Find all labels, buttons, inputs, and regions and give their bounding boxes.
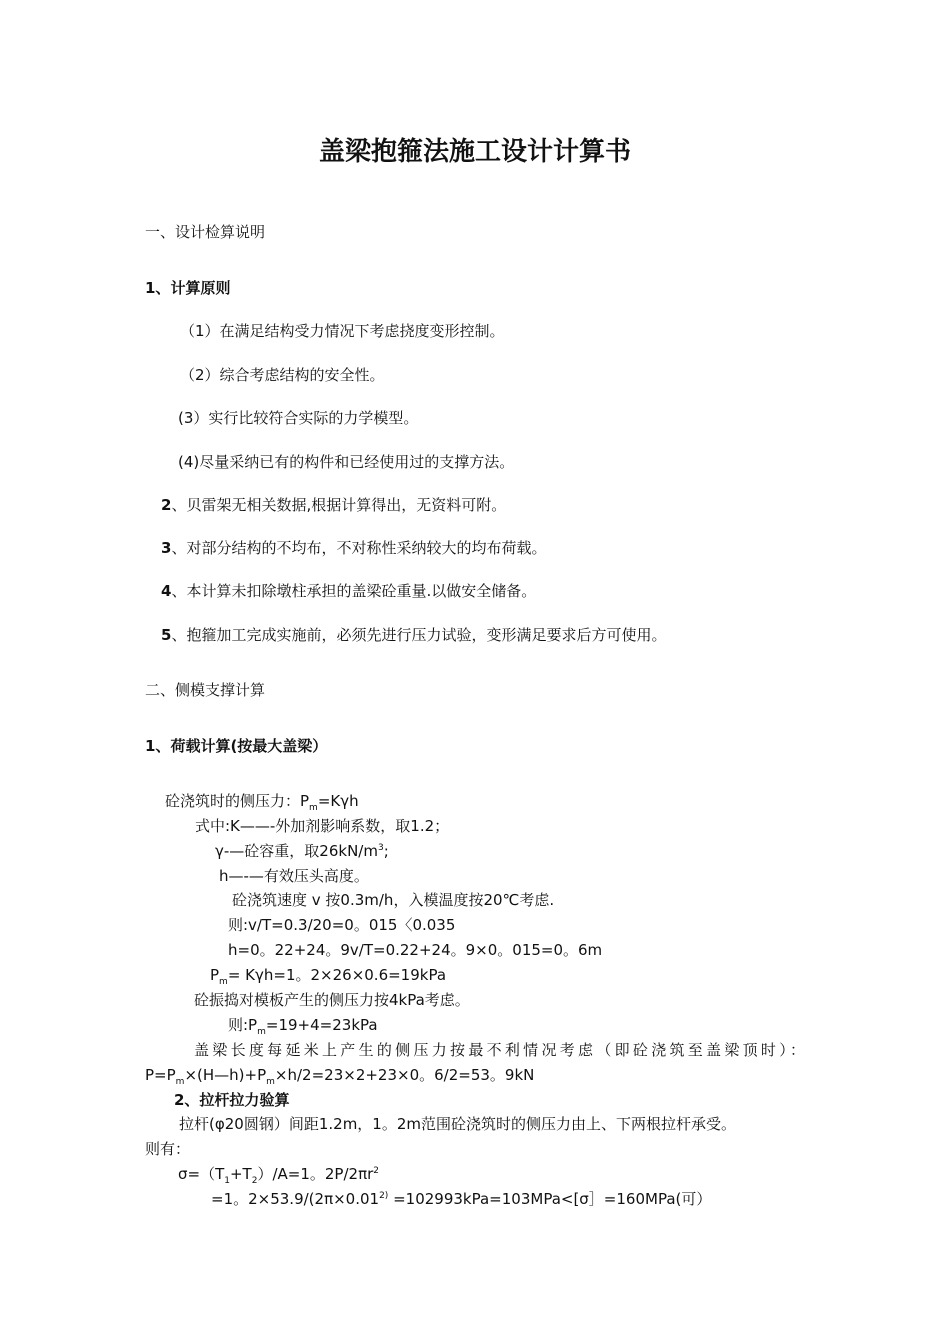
subheading-load-calc — [145, 736, 327, 756]
formula-line: 砼振捣对模板产生的侧压力按4kPa考虑。 — [194, 991, 470, 1009]
formula-line — [145, 1065, 534, 1085]
subheading-number: 1、 — [145, 279, 171, 297]
text-run: 砼浇筑时的侧压力：P — [165, 792, 310, 810]
formula-line — [211, 1189, 711, 1209]
note-number: 2 — [161, 496, 172, 514]
text-run: +T — [229, 1165, 252, 1183]
superscript: 2 — [373, 1166, 379, 1176]
note-item-5 — [161, 625, 666, 645]
text-run: = Kγh=1。2×26×0.6=19kPa — [227, 966, 447, 984]
formula-line — [165, 791, 359, 811]
subheading-calc-principle — [145, 278, 230, 298]
note-text: 、本计算未扣除墩柱承担的盖梁砼重量.以做安全储备。 — [171, 582, 537, 600]
text-run: =1。2×53.9/(2π×0.01 — [211, 1190, 380, 1208]
text-run: γ-—砼容重，取26kN/m — [215, 842, 378, 860]
subheading-number: 1、 — [145, 737, 171, 755]
text-run: σ=（T — [178, 1165, 225, 1183]
paragraph-line: 盖梁长度每延米上产生的侧压力按最不利情况考虑（即砼浇筑至盖梁顶时）： — [194, 1041, 805, 1059]
text-run: =19+4=23kPa — [265, 1016, 378, 1034]
formula-line — [178, 1164, 379, 1184]
note-text: 、对部分结构的不均布，不对称性采纳较大的均布荷载。 — [171, 539, 547, 557]
subscript: m — [266, 1077, 275, 1087]
text-run: P — [210, 966, 220, 984]
note-item-4 — [161, 581, 536, 601]
subscript: m — [175, 1077, 185, 1087]
formula-line — [210, 965, 446, 985]
text-run: =102993kPa=103MPa<[σ］=160MPa(可） — [388, 1190, 712, 1208]
note-item-2 — [161, 495, 506, 515]
superscript: 3 — [377, 843, 384, 853]
subscript: m — [257, 1027, 266, 1037]
text-run: ×h/2=23×2+23×0。6/2=53。9kN — [274, 1066, 535, 1084]
text-run: P=P — [145, 1066, 176, 1084]
note-text: 、贝雷架无相关数据,根据计算得出，无资料可附。 — [171, 496, 507, 514]
text-run: 则:P — [228, 1016, 258, 1034]
formula-line: 则:v/T=0.3/20=0。015〈0.035 — [228, 916, 456, 934]
note-text: 、抱箍加工完成实施前，必须先进行压力试验，变形满足要求后方可使用。 — [171, 626, 667, 644]
section-heading-1: 一、设计检算说明 — [145, 223, 266, 241]
subscript: 2 — [251, 1176, 258, 1186]
formula-line: 式中:K——-外加剂影响系数，取1.2； — [195, 817, 450, 835]
subscript: m — [219, 977, 228, 987]
note-number: 3 — [161, 539, 172, 557]
formula-line — [215, 841, 389, 861]
formula-line: h=0。22+24。9v/T=0.22+24。9×0。015=0。6m — [228, 941, 603, 959]
section-heading-2: 二、侧模支撑计算 — [145, 681, 266, 699]
formula-line: 砼浇筑速度 v 按0.3m/h，入模温度按20℃考虑. — [232, 891, 555, 909]
paragraph-line: 拉杆(φ20圆钢）间距1.2m，1。2m范围砼浇筑时的侧压力由上、下两根拉杆承受。 — [179, 1115, 737, 1133]
subheading-text: 荷载计算(按最大盖梁） — [170, 737, 328, 755]
paragraph-line: 则有： — [145, 1140, 191, 1158]
principle-item-4: (4)尽量采纳已有的构件和已经使用过的支撑方法。 — [178, 453, 515, 471]
note-item-3 — [161, 538, 546, 558]
text-run: ×(H—h)+P — [184, 1066, 267, 1084]
text-run: ）/A=1。2P/2πr — [257, 1165, 374, 1183]
note-number: 5 — [161, 626, 172, 644]
subscript: 1 — [224, 1176, 230, 1186]
text-run: =Kγh — [317, 792, 359, 810]
subscript: m — [309, 803, 318, 813]
principle-item-1: （1）在满足结构受力情况下考虑挠度变形控制。 — [180, 322, 505, 340]
principle-item-2: （2）综合考虑结构的安全性。 — [180, 366, 385, 384]
principle-item-3: (3）实行比较符合实际的力学模型。 — [178, 409, 419, 427]
text-run: ; — [383, 842, 389, 860]
page-title: 盖梁抱箍法施工设计计算书 — [318, 137, 631, 167]
formula-line — [228, 1015, 378, 1035]
subheading-text: 计算原则 — [170, 279, 231, 297]
superscript: 2) — [379, 1191, 389, 1201]
subheading-tie-rod: 2、拉杆拉力验算 — [174, 1091, 290, 1109]
formula-line: h—-—有效压头高度。 — [219, 867, 369, 885]
note-number: 4 — [161, 582, 172, 600]
